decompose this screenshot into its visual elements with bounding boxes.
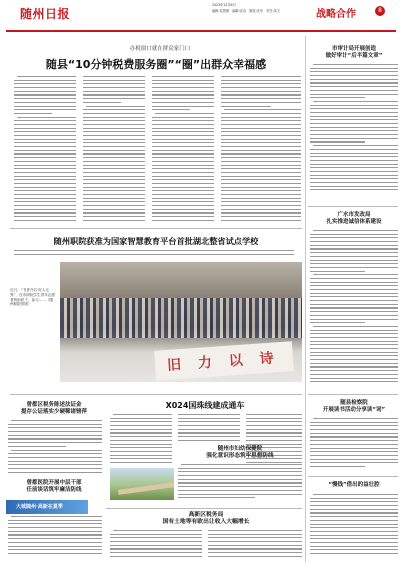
- right-headline-3: [310, 400, 398, 414]
- lead-body-col3: [152, 76, 214, 226]
- road-photo: [110, 468, 174, 500]
- left-headline-2: [8, 480, 100, 494]
- school-body-top: [14, 250, 294, 258]
- school-photo: [60, 262, 302, 382]
- left-body-2: [8, 516, 102, 560]
- left-headline-1: [8, 402, 100, 416]
- page-number-badge: 8: [375, 6, 385, 16]
- issue-date: 2023年12月6日: [212, 3, 236, 7]
- rule-land: [106, 508, 302, 509]
- left-headline-2-line2: 任前谈话筑牢廉洁防线: [26, 487, 82, 493]
- land-headline: [110, 512, 302, 526]
- right-headline-2-line2: 扎实推进诚信体系建设: [326, 219, 382, 225]
- land-body-col2: [208, 530, 302, 560]
- right-headline-1-line2: 做好审计“后半篇文章”: [325, 53, 383, 59]
- land-body-col1: [110, 530, 202, 560]
- right-body-3: [310, 418, 398, 470]
- right-headline-1-line1: 市审计局开展创造: [331, 46, 376, 52]
- rule-right-2: [308, 206, 398, 207]
- newspaper-logo: 随州日报: [20, 7, 71, 21]
- lead-body-col4: [221, 76, 301, 226]
- left-headline-1-line1: 曾都区税务陈述法证金: [26, 402, 82, 408]
- right-headline-2-line1: 广水市发改局: [337, 212, 371, 218]
- editor-credits: 编辑:兆思理 编辑:沈诗 版权:沈华 责任:邦义: [212, 8, 281, 13]
- column-divider: [305, 36, 306, 562]
- medical-headline-line1: 随州市妇幼保健院: [217, 446, 263, 452]
- right-headline-2: [310, 212, 398, 226]
- promo-banner-text: 大城随州·高新在夏季: [16, 504, 63, 510]
- medical-headline: [178, 446, 302, 460]
- x024-headline: X024国珠线建成通车: [165, 401, 245, 410]
- calligraphy-banner: [154, 341, 294, 381]
- x024-body-col1: [110, 414, 172, 466]
- rule-right-4: [308, 476, 398, 477]
- rule-lower: [10, 394, 302, 395]
- left-headline-2-line1: 曾都医院开展中层干部: [26, 480, 82, 486]
- masthead-rule: [6, 30, 396, 32]
- lead-headline: 随县“10分钟税费服务圈”“圈”出群众幸福感: [45, 58, 267, 71]
- lead-body-col1: [14, 76, 76, 226]
- left-body-1: [8, 420, 102, 476]
- rule-right-3: [308, 394, 398, 395]
- medical-headline-line2: 强化意识形态筑牢思想防线: [206, 453, 274, 459]
- school-headline: 随州职院获准为国家智慧教育平台首批湖北整省试点学校: [53, 236, 259, 246]
- right-headline-3-line1: 随县检察院: [340, 400, 368, 406]
- x024-body-col2: [178, 414, 240, 444]
- section-title: 战略合作: [316, 9, 356, 20]
- medical-body: [178, 464, 302, 504]
- masthead: [0, 0, 402, 36]
- left-headline-1-line2: 提存公证落实少硬稀诸镑萍: [20, 409, 87, 415]
- rule-school: [10, 228, 302, 229]
- right-body-1: [310, 64, 398, 196]
- right-headline-4: “慢钱”借出的益壮腔: [328, 482, 380, 488]
- land-headline-line1: 高新区税务局: [188, 512, 224, 518]
- crowd-figures: [60, 298, 302, 338]
- promo-banner: [6, 500, 88, 514]
- school-caption: 近日，“书香开启·好人无界”，在市职院学生青年志愿者的组织下，参与……（随州职院供图）: [10, 288, 55, 307]
- right-headline-1: [310, 46, 398, 60]
- lead-kicker: 办税窗口就在群众家门口: [129, 46, 191, 52]
- right-headline-3-line2: 开展读书活动分享读“词”: [322, 407, 386, 413]
- lead-body-col2: [83, 76, 145, 226]
- issue-info: [212, 3, 280, 14]
- road-surface: [118, 482, 174, 495]
- right-body-2: [310, 230, 398, 390]
- land-headline-line2: 国有土地等有欧出让收入大幅增长: [162, 519, 250, 525]
- banner-text: 旧 力 以 诗: [166, 350, 281, 374]
- right-body-4: [310, 494, 398, 560]
